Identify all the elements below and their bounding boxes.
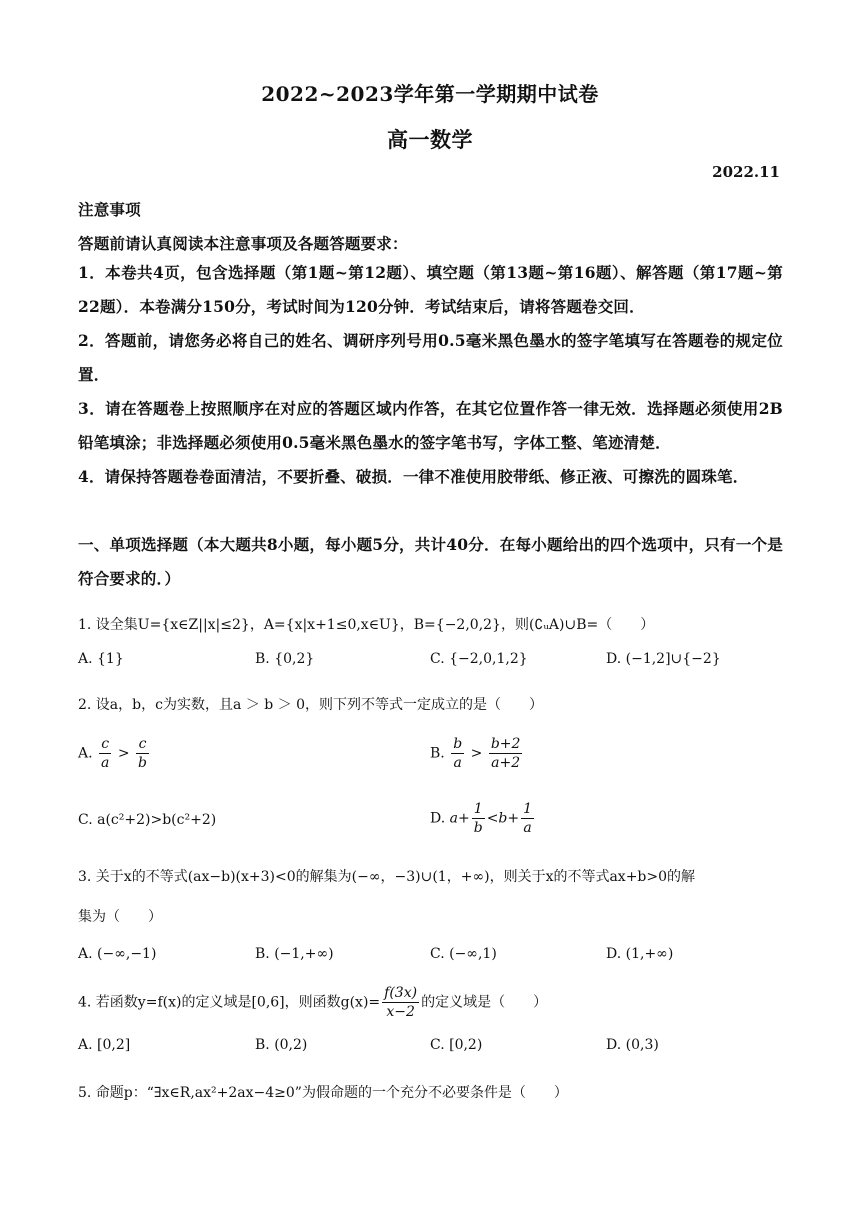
q2-a-num-2: c	[136, 735, 149, 754]
q2-b-num-1: b	[453, 736, 463, 752]
q4-fraction-num: f(3x)	[384, 985, 418, 1001]
question-3-stem-line-1: 3. 关于x的不等式(ax−b)(x+3)<0的解集为(−∞，−3)∪(1，+∞)，则关于x的不等式ax+b>0的解	[78, 869, 696, 885]
q2-b-fraction-1	[451, 735, 464, 772]
q2-d-den-1: b	[473, 820, 483, 836]
q2-d-mid: <b+	[486, 810, 520, 827]
q2-option-a	[78, 735, 151, 772]
q2-d-fraction-1	[472, 800, 485, 837]
q2-d-num-1: 1	[472, 800, 485, 819]
q4-option-a: A. [0,2]	[78, 1037, 131, 1053]
q1-option-d: D. (−1,2]∪{−2}	[606, 651, 721, 667]
q2-b-den-1: a	[453, 755, 462, 771]
exam-subject: 高一数学	[387, 127, 473, 152]
q2-d-den-2: a	[523, 820, 532, 836]
q2-a-fraction-2	[136, 735, 149, 772]
q2-b-num-2: b+2	[490, 736, 521, 752]
q2-a-fraction-1	[99, 735, 111, 772]
q2-a-den-2: b	[138, 755, 147, 771]
q4-fraction-den: x−2	[386, 1004, 415, 1020]
q2-d-pre: a+	[449, 810, 470, 827]
q3-option-a: A. (−∞,−1)	[78, 946, 157, 962]
q4-option-b: B. (0,2)	[255, 1037, 308, 1053]
q2-b-fraction-2	[489, 735, 523, 772]
question-3-stem-line-2: 集为（ ）	[78, 909, 162, 925]
question-1-stem: 1. 设全集U={x∈Z||x|≤2}，A={x|x+1≤0,x∈U}，B={−2,0,2}，则(∁ᵤA)∪B=（ ）	[78, 617, 655, 633]
q4-option-d: D. (0,3)	[606, 1037, 659, 1053]
q2-option-a-label: A.	[78, 745, 93, 762]
q2-option-c: C. a(c²+2)>b(c²+2)	[78, 812, 217, 828]
notice-item-3: 3．请在答题卷上按照顺序在对应的答题区域内作答，在其它位置作答一律无效．选择题必须使用2B铅笔填涂；非选择题必须使用0.5毫米黑色墨水的签字笔书写，字体工整、笔迹清楚．	[78, 399, 783, 452]
q1-option-c: C. {−2,0,1,2}	[430, 651, 528, 667]
q4-option-c: C. [0,2)	[430, 1037, 483, 1053]
q2-option-d-label: D.	[430, 810, 446, 827]
q2-b-den-2: a+2	[491, 755, 521, 771]
q4-stem-post: 的定义域是（ ）	[421, 994, 548, 1011]
exam-title: 2022~2023学年第一学期期中试卷	[261, 82, 599, 106]
notice-heading: 注意事项	[78, 200, 141, 219]
notice-item-2: 2．答题前，请您务必将自己的姓名、调研序列号用0.5毫米黑色墨水的签字笔填写在答题卷的规定位置．	[78, 331, 783, 384]
notice-item-1: 1．本卷共4页，包含选择题（第1题~第12题）、填空题（第13题~第16题）、解答题（第17题~第22题）．本卷满分150分，考试时间为120分钟．考试结束后，请将答题卷交回．	[78, 263, 783, 316]
q2-option-b-label: B.	[430, 745, 445, 762]
section-1-heading: 一、单项选择题（本大题共8小题，每小题5分，共计40分．在每小题给出的四个选项中，只有一个是符合要求的．）	[78, 535, 783, 588]
q4-fraction	[382, 984, 419, 1021]
q1-option-a: A. {1}	[78, 651, 124, 667]
q2-option-b	[430, 735, 524, 772]
q2-d-num-2: 1	[523, 801, 533, 817]
notice-item-4: 4．请保持答题卷卷面清洁，不要折叠、破损．一律不准使用胶带纸、修正液、可擦洗的圆珠笔．	[78, 467, 749, 486]
notice-intro: 答题前请认真阅读本注意事项及各题答题要求：	[78, 234, 408, 253]
q3-option-d: D. (1,+∞)	[606, 946, 674, 962]
q2-b-op: >	[470, 745, 483, 762]
q2-a-den-1: a	[101, 755, 110, 771]
question-4-stem	[78, 984, 547, 1021]
q2-a-num-1: c	[99, 735, 111, 754]
question-5-stem: 5. 命题p：“∃x∈R,ax²+2ax−4≥0”为假命题的一个充分不必要条件是（ ）	[78, 1085, 568, 1101]
q3-option-b: B. (−1,+∞)	[255, 946, 334, 962]
q4-stem-pre: 4. 若函数y=f(x)的定义域是[0,6]，则函数g(x)=	[78, 994, 381, 1011]
q3-option-c: C. (−∞,1)	[430, 946, 497, 962]
q2-d-fraction-2	[521, 800, 534, 837]
q1-option-b: B. {0,2}	[255, 651, 315, 667]
question-2-stem: 2. 设a，b，c为实数，且a ＞ b ＞ 0，则下列不等式一定成立的是（ ）	[78, 697, 543, 713]
q2-option-d	[430, 800, 536, 837]
q2-a-op: >	[117, 745, 130, 762]
exam-date: 2022.11	[712, 163, 780, 181]
